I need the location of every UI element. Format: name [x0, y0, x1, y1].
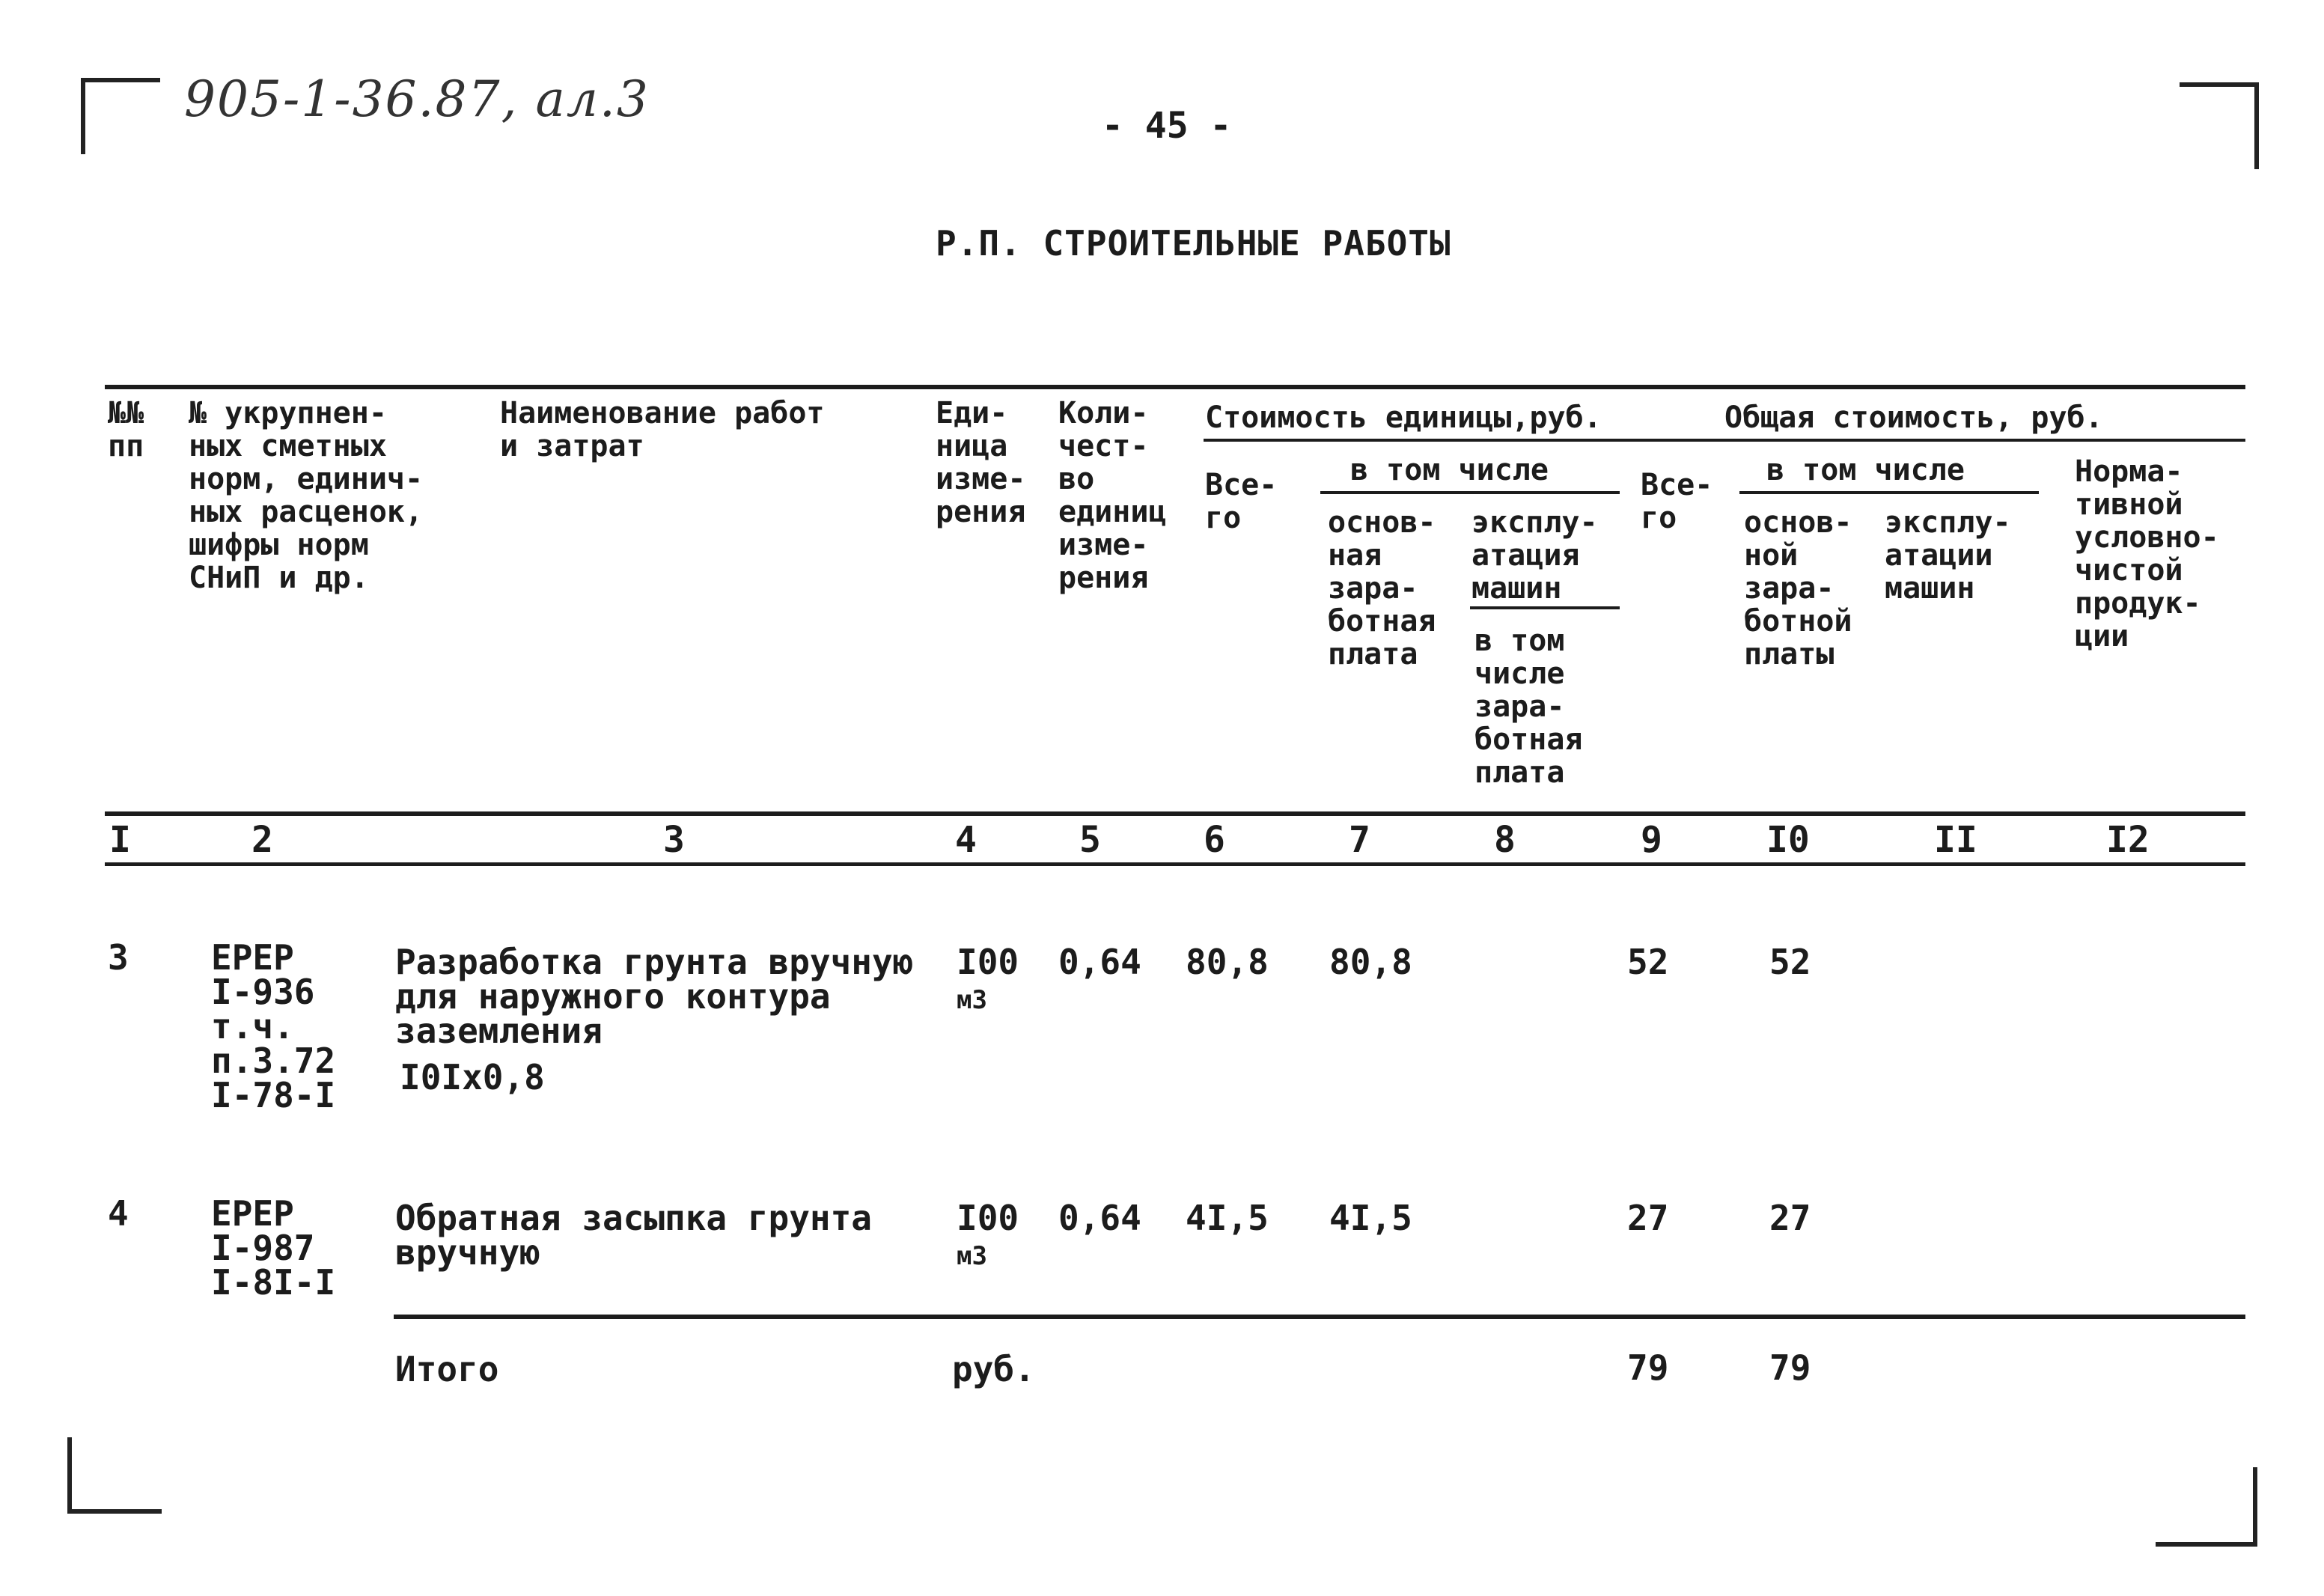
- table-row-norm-code: ЕРЕР I-936 т.ч. п.3.72 I-78-I: [211, 937, 336, 1115]
- column-number: I0: [1766, 819, 1810, 861]
- total-separator-rule: [394, 1315, 2245, 1319]
- table-row-total-wage: 27: [1769, 1198, 1811, 1238]
- unit-measure: м3: [957, 1241, 987, 1271]
- table-row-norm-code: ЕРЕР I-987 I-8I-I: [211, 1193, 336, 1303]
- header-total: Все- го: [1641, 468, 1713, 535]
- header-normative-product: Норма- тивной условно- чистой продук- ции: [2075, 454, 2219, 654]
- summary-total-wage: 79: [1769, 1347, 1811, 1388]
- unit-value: I00: [957, 1198, 1019, 1238]
- table-row-work-name: Обратная засыпка грунта вручную: [395, 1198, 872, 1273]
- column-number: 4: [955, 819, 977, 861]
- table-row-total: 52: [1627, 942, 1669, 982]
- column-number: 5: [1079, 819, 1101, 861]
- header-including-total: в том числе: [1766, 453, 1965, 487]
- header-unit-total: Все- го: [1205, 468, 1278, 535]
- section-title: Р.П. СТРОИТЕЛЬНЫЕ РАБОТЫ: [936, 223, 1451, 264]
- table-row-total: 27: [1627, 1198, 1669, 1238]
- table-row-unit-wage: 80,8: [1329, 942, 1412, 982]
- column-number: 6: [1204, 819, 1225, 861]
- table-top-rule: [105, 385, 2245, 389]
- column-number: I2: [2106, 819, 2150, 861]
- header-including-unit: в том числе: [1350, 453, 1549, 487]
- including-underline-unit: [1320, 491, 1620, 494]
- corner-bracket-top-left: [81, 78, 160, 154]
- summary-total: 79: [1627, 1347, 1669, 1388]
- header-quantity: Коли- чест- во единиц изме- рения: [1058, 396, 1167, 595]
- table-row-quantity: 0,64: [1058, 1198, 1141, 1238]
- unit-cost-underline: [1204, 439, 2245, 442]
- column-number: I: [109, 819, 131, 861]
- table-row-unit-total: 4I,5: [1186, 1198, 1269, 1238]
- summary-unit: руб.: [952, 1349, 1035, 1389]
- table-row-unit-total: 80,8: [1186, 942, 1269, 982]
- header-total-cost-group: Общая стоимость, руб.: [1724, 400, 2103, 435]
- header-unit-cost-group: Стоимость единицы,руб.: [1205, 400, 1602, 435]
- table-row-work-name: Разработка грунта вручную для наружного контура заземления: [395, 942, 914, 1051]
- table-row-quantity: 0,64: [1058, 942, 1141, 982]
- table-row-total-wage: 52: [1769, 942, 1811, 982]
- header-work-name: Наименование работ и затрат: [500, 396, 825, 463]
- header-unit: Еди- ница изме- рения: [936, 396, 1026, 529]
- column-number: II: [1934, 819, 1977, 861]
- unit-value: I00: [957, 942, 1019, 982]
- page-number: - 45 -: [1102, 105, 1232, 147]
- table-row-unit: [957, 1198, 1019, 1273]
- table-row-number: 4: [108, 1193, 129, 1234]
- column-numbers-rule: [105, 862, 2245, 866]
- header-bottom-rule: [105, 811, 2245, 816]
- table-row-unit-wage: 4I,5: [1329, 1198, 1412, 1238]
- table-row-unit: [957, 942, 1019, 1017]
- table-row-number: 3: [108, 937, 129, 978]
- column-number: 9: [1641, 819, 1662, 861]
- header-unit-machines: эксплу- атация машин: [1471, 505, 1598, 606]
- summary-label: Итого: [395, 1349, 499, 1389]
- column-number: 2: [251, 819, 273, 861]
- including-underline-total: [1739, 491, 2039, 494]
- header-unit-machines-wage: в том числе зара- ботная плата: [1474, 624, 1583, 790]
- unit-measure: м3: [957, 985, 987, 1015]
- table-row-formula: I0Ix0,8: [400, 1057, 545, 1097]
- header-total-wage: основ- ной зара- ботной платы: [1744, 505, 1852, 671]
- header-unit-wage: основ- ная зара- ботная плата: [1328, 505, 1436, 671]
- header-norm-code: № укрупнен- ных сметных норм, единич- ных расценок, шифры норм СНиП и др.: [189, 396, 424, 595]
- document-code: 905-1-36.87, ал.3: [184, 70, 650, 128]
- machines-underline: [1470, 606, 1620, 609]
- header-row-number: №№ пп: [108, 396, 144, 463]
- column-number: 3: [663, 819, 685, 861]
- header-total-machines: эксплу- атации машин: [1885, 505, 2011, 606]
- column-number: 8: [1494, 819, 1516, 861]
- corner-bracket-bottom-right: [2156, 1467, 2257, 1547]
- corner-bracket-top-right: [2180, 82, 2259, 169]
- corner-bracket-bottom-left: [67, 1437, 162, 1514]
- column-number: 7: [1349, 819, 1370, 861]
